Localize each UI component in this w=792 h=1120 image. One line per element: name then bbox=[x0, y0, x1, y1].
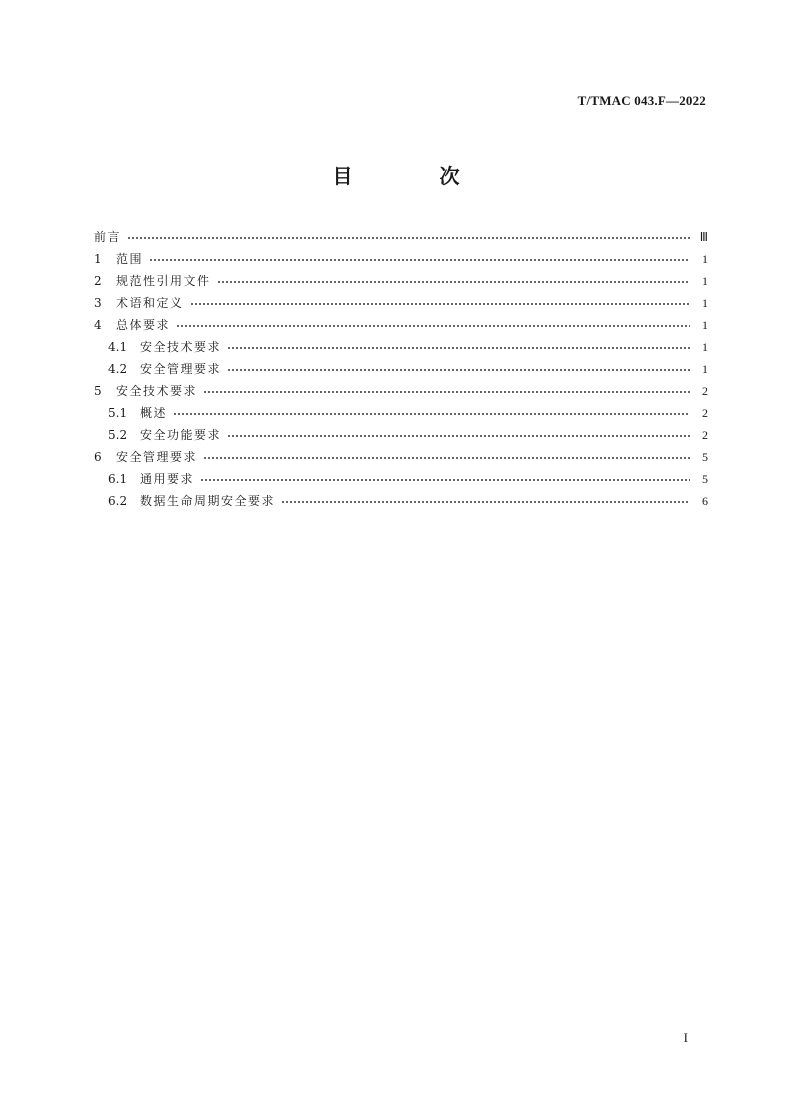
toc-entry-title: 通用要求 bbox=[140, 472, 195, 486]
toc-entry-title: 规范性引用文件 bbox=[116, 274, 211, 288]
toc-entry-number: 5 bbox=[94, 384, 102, 398]
toc-entry-page: 5 bbox=[702, 472, 708, 486]
toc-entry-title: 术语和定义 bbox=[116, 296, 184, 310]
toc-entry-page: 6 bbox=[702, 494, 708, 508]
toc-entry-title: 范围 bbox=[116, 252, 144, 266]
toc-entry[interactable] bbox=[94, 468, 708, 490]
dot-leader bbox=[227, 369, 690, 371]
toc-entry-number: 4.2 bbox=[108, 362, 128, 376]
dot-leader bbox=[190, 303, 690, 305]
toc-entry[interactable] bbox=[94, 248, 708, 270]
toc-entry[interactable] bbox=[94, 380, 708, 402]
toc-entry[interactable] bbox=[94, 358, 708, 380]
toc-entry[interactable] bbox=[94, 292, 708, 314]
page-title: 目 次 bbox=[332, 164, 500, 188]
toc-entry-title: 安全管理要求 bbox=[116, 450, 198, 464]
dot-leader bbox=[127, 237, 690, 239]
toc-entry-title: 概述 bbox=[140, 406, 168, 420]
toc-entry-title: 安全技术要求 bbox=[116, 384, 198, 398]
toc-entry-number: 3 bbox=[94, 296, 102, 310]
toc-entry-number: 4 bbox=[94, 318, 102, 332]
dot-leader bbox=[203, 457, 690, 459]
toc-entry-title: 安全技术要求 bbox=[140, 340, 222, 354]
dot-leader bbox=[203, 391, 690, 393]
toc-entry-title: 前言 bbox=[94, 230, 122, 244]
toc-entry-page: 1 bbox=[702, 362, 708, 376]
toc-entry-page: 1 bbox=[702, 340, 708, 354]
toc-entry[interactable] bbox=[94, 226, 708, 248]
toc-entry-number: 2 bbox=[94, 274, 102, 288]
toc-entry-number: 5.2 bbox=[108, 428, 128, 442]
toc-entry-page: 5 bbox=[702, 450, 708, 464]
toc-entry-page: 2 bbox=[702, 428, 708, 442]
toc-entry-number: 1 bbox=[94, 252, 102, 266]
toc-entry-number: 6.1 bbox=[108, 472, 128, 486]
toc-entry[interactable] bbox=[94, 446, 708, 468]
toc-entry[interactable] bbox=[94, 490, 708, 512]
page-number: I bbox=[683, 1030, 688, 1045]
toc-entry-page: Ⅲ bbox=[699, 230, 708, 244]
toc-entry-page: 2 bbox=[702, 406, 708, 420]
toc-entry[interactable] bbox=[94, 402, 708, 424]
toc-entry-page: 1 bbox=[702, 296, 708, 310]
toc-entry-title: 总体要求 bbox=[116, 318, 171, 332]
dot-leader bbox=[217, 281, 690, 283]
dot-leader bbox=[200, 479, 690, 481]
toc-entry-number: 5.1 bbox=[108, 406, 128, 420]
toc-entry[interactable] bbox=[94, 314, 708, 336]
toc-entry-page: 1 bbox=[702, 274, 708, 288]
toc-entry[interactable] bbox=[94, 336, 708, 358]
toc-entry-number: 6.2 bbox=[108, 494, 128, 508]
toc-entry-number: 6 bbox=[94, 450, 102, 464]
dot-leader bbox=[173, 413, 690, 415]
toc-entry-title: 数据生命周期安全要求 bbox=[140, 494, 276, 508]
toc-entry-title: 安全管理要求 bbox=[140, 362, 222, 376]
standard-code: T/TMAC 043.F—2022 bbox=[577, 93, 706, 108]
toc-entry-page: 2 bbox=[702, 384, 708, 398]
dot-leader bbox=[149, 259, 690, 261]
table-of-contents bbox=[94, 226, 708, 512]
toc-entry-page: 1 bbox=[702, 318, 708, 332]
dot-leader bbox=[176, 325, 690, 327]
dot-leader bbox=[227, 347, 690, 349]
dot-leader bbox=[227, 435, 690, 437]
toc-entry[interactable] bbox=[94, 424, 708, 446]
toc-entry[interactable] bbox=[94, 270, 708, 292]
dot-leader bbox=[281, 501, 690, 503]
toc-entry-page: 1 bbox=[702, 252, 708, 266]
toc-entry-number: 4.1 bbox=[108, 340, 128, 354]
toc-entry-title: 安全功能要求 bbox=[140, 428, 222, 442]
